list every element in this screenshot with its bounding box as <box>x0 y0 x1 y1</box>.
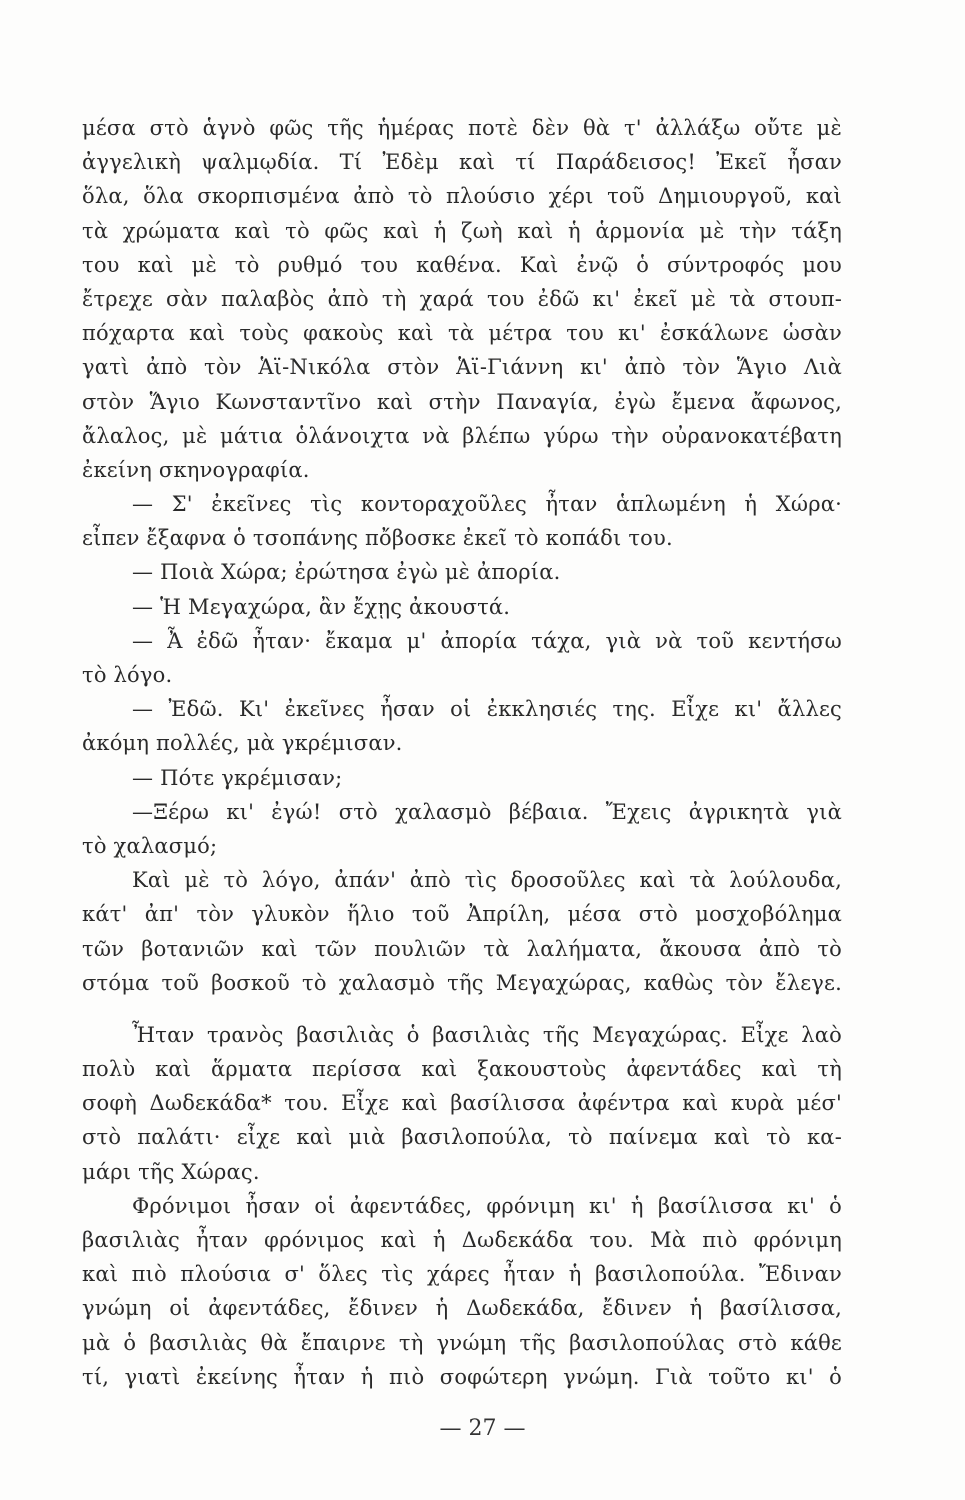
section-gap <box>82 1000 842 1018</box>
text-line: — Ἆ ἐδῶ ἦταν· ἔκαμα μ' ἀπορία τάχα, γιὰ νὰ τοῦ κεντήσω <box>132 628 842 653</box>
text-line: — Σ' ἐκεῖνες τὶς κοντοραχοῦλες ἦταν ἁπλωμένη ἡ Χώρα· <box>132 492 842 517</box>
section-one <box>82 111 842 1000</box>
text-line: — Πότε γκρέμισαν; <box>132 765 343 790</box>
text-line: βασιλιὰς ἦταν φρόνιμος καὶ ἡ Δωδεκάδα του. Μὰ πιὸ φρόνιμη <box>82 1228 842 1252</box>
text-line: ἄλαλος, μὲ μάτια ὁλάνοιχτα νὰ βλέπω γύρω τὴν οὐρανοκατέβατη <box>82 423 842 448</box>
text-line: — Ποιὰ Χώρα; ἐρώτησα ἐγὼ μὲ ἀπορία. <box>132 560 561 585</box>
text-line: του καὶ μὲ τὸ ρυθμό του καθένα. Καὶ ἐνῷ ὁ σύντροφός μου <box>82 252 842 277</box>
text-line: στὸ παλάτι· εἶχε καὶ μιὰ βασιλοπούλα, τὸ παίνεμα καὶ τὸ κα- <box>82 1125 842 1150</box>
text-line: πολὺ καὶ ἅρματα περίσσα καὶ ξακουστοὺς ἀφεντάδες καὶ τὴ <box>82 1057 842 1082</box>
text-line: ἀκόμη πολλές, μὰ γκρέμισαν. <box>82 731 403 756</box>
text-line: Ἦταν τρανὸς βασιλιὰς ὁ βασιλιὰς τῆς Μεγαχώρας. Εἶχε λαὸ <box>132 1022 842 1047</box>
text-line: γνώμη οἱ ἀφεντάδες, ἔδινεν ἡ Δωδεκάδα, ἔδινεν ἡ βασίλισσα, <box>82 1296 842 1321</box>
text-line: σοφὴ Δωδεκάδα* του. Εἶχε καὶ βασίλισσα ἀφέντρα καὶ κυρὰ μέσ' <box>82 1091 842 1116</box>
text-line: μέσα στὸ ἁγνὸ φῶς τῆς ἡμέρας ποτὲ δὲν θὰ τ' ἀλλάξω οὔτε μὲ <box>82 116 842 140</box>
text-line: πόχαρτα καὶ τοὺς φακοὺς καὶ τὰ μέτρα του κι' ἐσκάλωνε ὡσὰν <box>82 321 842 346</box>
text-line: Φρόνιμοι ἦσαν οἱ ἀφεντάδες, φρόνιμη κι' ἡ βασίλισσα κι' ὁ <box>132 1193 842 1218</box>
text-line: μὰ ὁ βασιλιὰς θὰ ἔπαιρνε τὴ γνώμη τῆς βασιλοπούλας στὸ κάθε <box>82 1330 842 1355</box>
text-line: τὸ λόγο. <box>82 663 173 687</box>
text-line: τὸ χαλασμό; <box>82 833 218 858</box>
text-line: τί, γιατὶ ἐκείνης ἦταν ἡ πιὸ σοφώτερη γνώμη. Γιὰ τοῦτο κι' ὁ <box>82 1364 842 1389</box>
text-line: — Ἡ Μεγαχώρα, ἂν ἔχῃς ἀκουστά. <box>132 594 511 619</box>
text-line: ὅλα, ὅλα σκορπισμένα ἀπὸ τὸ πλούσιο χέρι τοῦ Δημιουργοῦ, καὶ <box>82 184 842 209</box>
text-line: μάρι τῆς Χώρας. <box>82 1159 260 1184</box>
text-line: στόμα τοῦ βοσκοῦ τὸ χαλασμὸ τῆς Μεγαχώρας, καθὼς τὸν ἔλεγε. <box>82 970 842 995</box>
text-line: εἶπεν ἔξαφνα ὁ τσοπάνης πὄβοσκε ἐκεῖ τὸ κοπάδι του. <box>82 526 673 551</box>
text-line: Καὶ μὲ τὸ λόγο, ἀπάν' ἀπὸ τὶς δροσοῦλες καὶ τὰ λούλουδα, <box>132 868 842 893</box>
text-line: καὶ πιὸ πλούσια σ' ὅλες τὶς χάρες ἦταν ἡ βασιλοπούλα. Ἔδιναν <box>82 1262 842 1287</box>
text-line: — Ἐδῶ. Κι' ἐκεῖνες ἦσαν οἱ ἐκκλησιές της. Εἶχε κι' ἄλλες <box>132 697 842 722</box>
section-two <box>82 1018 842 1394</box>
text-line: τῶν βοτανιῶν καὶ τῶν πουλιῶν τὰ λαλήματα, ἄκουσα ἀπὸ τὸ <box>82 936 842 961</box>
text-line: κάτ' ἀπ' τὸν γλυκὸν ἥλιο τοῦ Ἀπρίλη, μέσα στὸ μοσχοβόλημα <box>82 902 842 927</box>
page-text <box>82 111 842 1394</box>
text-line: ἀγγελικὴ ψαλμῳδία. Τί Ἐδὲμ καὶ τί Παράδεισος! Ἐκεῖ ἦσαν <box>82 150 842 175</box>
text-line: —Ξέρω κι' ἐγώ! στὸ χαλασμὸ βέβαια. Ἔχεις ἀγρικητὰ γιὰ <box>132 799 842 824</box>
text-line: τὰ χρώματα καὶ τὸ φῶς καὶ ἡ ζωὴ καὶ ἡ ἁρμονία μὲ τὴν τάξη <box>82 218 842 243</box>
text-line: γατὶ ἀπὸ τὸν Ἁϊ-Νικόλα στὸν Ἁϊ-Γιάννη κι' ἀπὸ τὸν Ἅγιο Λιὰ <box>82 355 842 380</box>
page-number: — 27 — <box>439 1416 526 1441</box>
text-line: στὸν Ἅγιο Κωνσταντῖνο καὶ στὴν Παναγία, ἐγὼ ἔμενα ἄφωνος, <box>82 389 842 414</box>
text-line: ἔτρεχε σὰν παλαβὸς ἀπὸ τὴ χαρά του ἐδῶ κι' ἐκεῖ μὲ τὰ στουπ- <box>82 286 842 311</box>
text-line: ἐκείνη σκηνογραφία. <box>82 457 310 482</box>
